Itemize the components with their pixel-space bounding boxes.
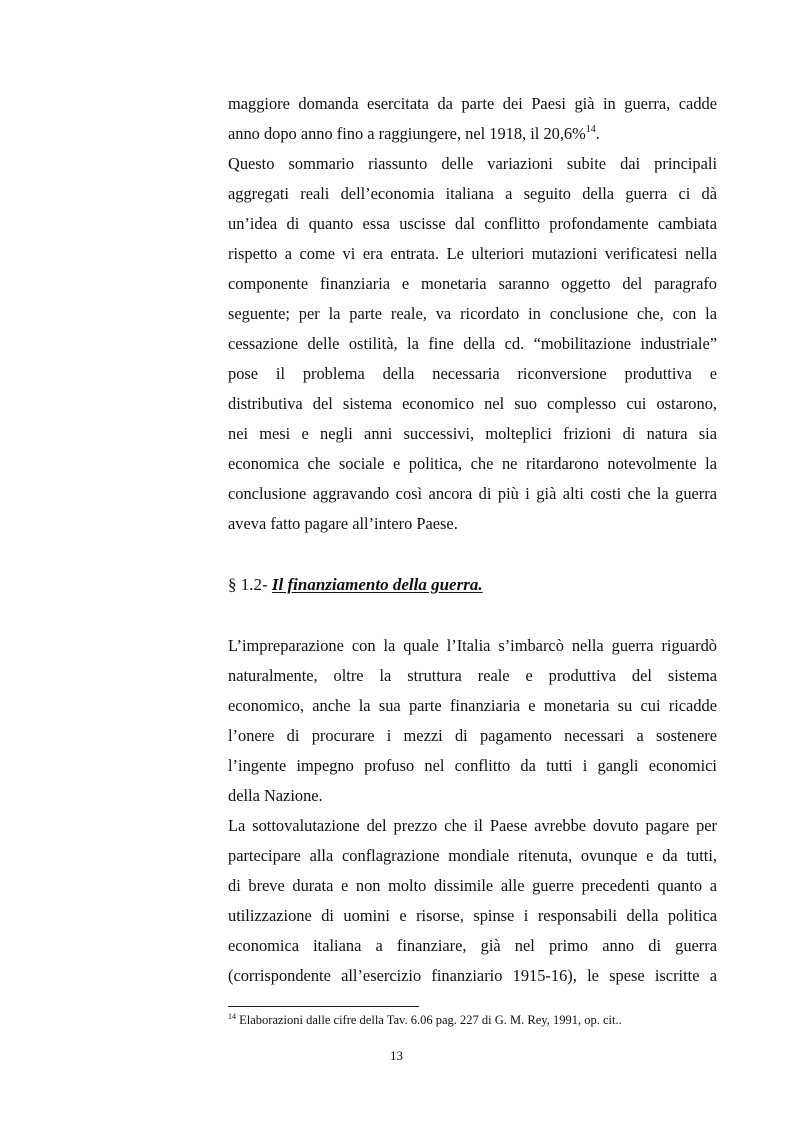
footnote-reference[interactable]: 14 <box>585 124 596 135</box>
text-line: l’ingente impegno profuso nel conflitto da tutti i gangli economici <box>228 756 717 775</box>
text-line: aggregati reali dell’economia italiana a seguito della guerra ci dà <box>228 184 717 203</box>
text-line: Questo sommario riassunto delle variazioni subite dai principali <box>228 154 717 173</box>
section-title: Il finanziamento della guerra. <box>271 575 483 594</box>
text-line: un’idea di quanto essa uscisse dal conflitto profondamente cambiata <box>228 214 717 233</box>
text-line: L’impreparazione con la quale l’Italia s’imbarcò nella guerra riguardò <box>228 636 717 655</box>
text-line: di breve durata e non molto dissimile alle guerre precedenti quanto a <box>228 876 717 895</box>
text-line: naturalmente, oltre la struttura reale e produttiva del sistema <box>228 666 717 685</box>
footnote-text: Elaborazioni dalle cifre della Tav. 6.06 pag. 227 di G. M. Rey, 1991, op. cit.. <box>236 1013 622 1027</box>
footnote <box>228 1012 622 1028</box>
text-line: La sottovalutazione del prezzo che il Paese avrebbe dovuto pagare per <box>228 816 717 835</box>
text-line <box>228 124 717 144</box>
section-heading <box>228 574 483 596</box>
text-line: (corrispondente all’esercizio finanziario 1915-16), le spese iscritte a <box>228 966 717 985</box>
text-line: rispetto a come vi era entrata. Le ulteriori mutazioni verificatesi nella <box>228 244 717 263</box>
text-line: economica che sociale e politica, che ne ritardarono notevolmente la <box>228 454 717 473</box>
section-number: § 1.2- <box>228 575 268 594</box>
text-line: economico, anche la sua parte finanziaria e monetaria su cui ricadde <box>228 696 717 715</box>
footnote-number: 14 <box>228 1012 236 1021</box>
text-line: seguente; per la parte reale, va ricordato in conclusione che, con la <box>228 304 717 323</box>
text-line: cessazione delle ostilità, la fine della cd. “mobilitazione industriale” <box>228 334 717 353</box>
text-line: utilizzazione di uomini e risorse, spinse i responsabili della politica <box>228 906 717 925</box>
text-line: nei mesi e negli anni successivi, molteplici frizioni di natura sia <box>228 424 717 443</box>
text-line-content: anno dopo anno fino a raggiungere, nel 1918, il 20,6% <box>228 124 586 143</box>
page-number: 13 <box>390 1048 403 1063</box>
text-line: distributiva del sistema economico nel suo complesso cui ostarono, <box>228 394 717 413</box>
text-line: economica italiana a finanziare, già nel primo anno di guerra <box>228 936 717 955</box>
text-line: componente finanziaria e monetaria saranno oggetto del paragrafo <box>228 274 717 293</box>
text-line: l’onere di procurare i mezzi di pagamento necessari a sostenere <box>228 726 717 745</box>
text-line: maggiore domanda esercitata da parte dei Paesi già in guerra, cadde <box>228 94 717 113</box>
footnote-separator <box>228 1006 419 1007</box>
text-line: della Nazione. <box>228 786 323 805</box>
text-line-punctuation: . <box>595 124 600 143</box>
text-line: conclusione aggravando così ancora di più i già alti costi che la guerra <box>228 484 717 503</box>
text-line: aveva fatto pagare all’intero Paese. <box>228 514 458 533</box>
text-line: pose il problema della necessaria riconversione produttiva e <box>228 364 717 383</box>
text-line: partecipare alla conflagrazione mondiale ritenuta, ovunque e da tutti, <box>228 846 717 865</box>
